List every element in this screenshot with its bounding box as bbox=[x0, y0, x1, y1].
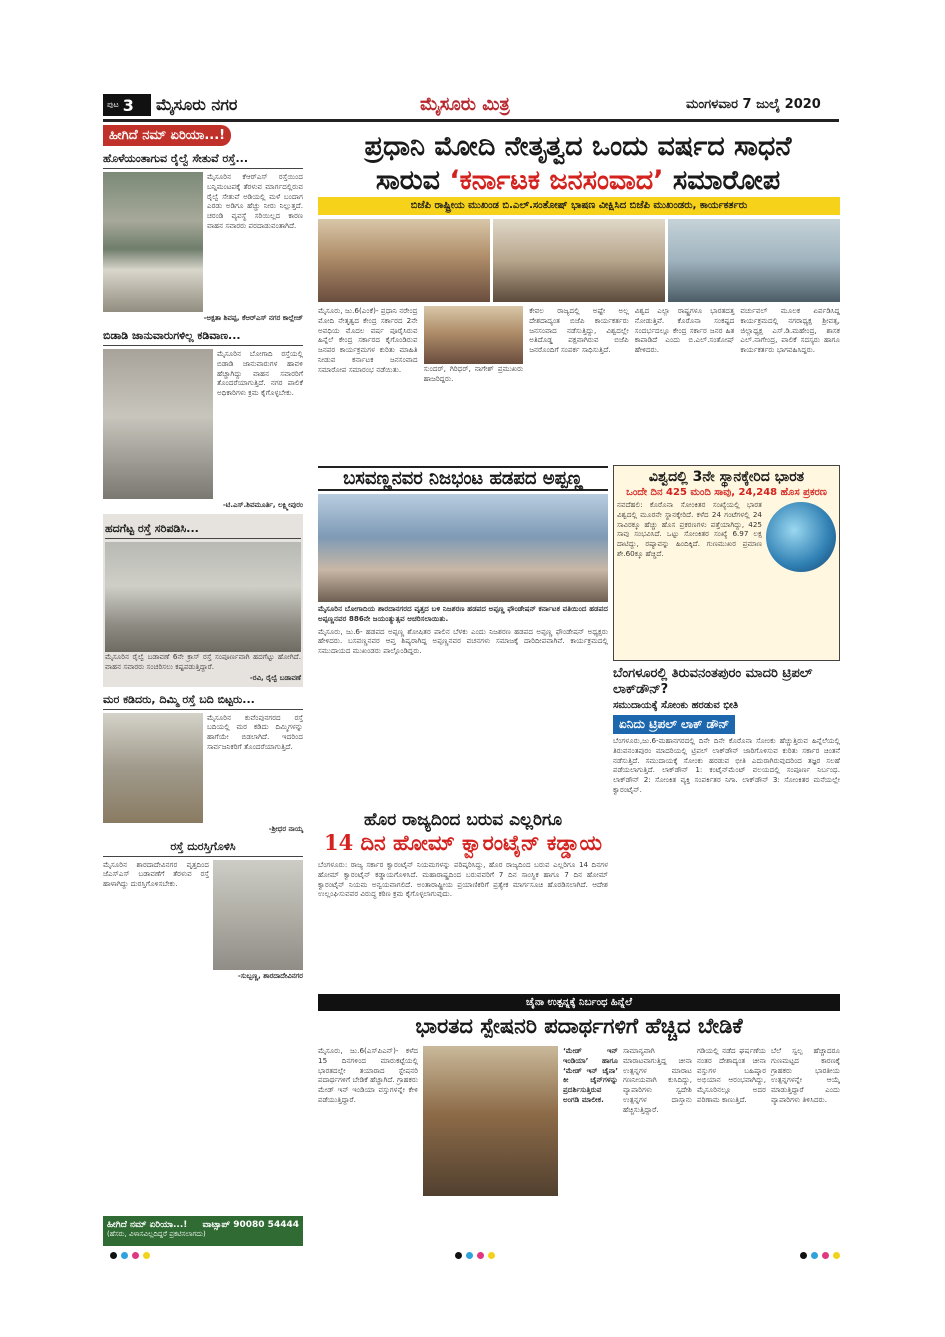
story-headline: ಬಿಡಾಡಿ ಜಾನುವಾರುಗಳಿಲ್ಲ ಕಡಿವಾಣ... bbox=[103, 329, 303, 346]
story-body: ಮೈಸೂರಿನ ರೈಲ್ವೆ ಬಡಾವಣೆ 6ನೇ ಕ್ರಾಸ್ ರಸ್ತೆ ಸಂಪೂರ್ಣವಾಗಿ ಹದಗೆಟ್ಟು ಹೋಗಿದೆ. ವಾಹನ ಸವಾರರು ಸಂಚರಿಸಲು ಕಷ್ಟಪಡುತ್ತಿದ್ದಾರೆ. bbox=[105, 652, 301, 671]
story-headline: ರಸ್ತೆ ದುರಸ್ತಿಗೊಳಿಸಿ bbox=[103, 840, 303, 857]
registration-dots bbox=[110, 1252, 150, 1259]
page-number-badge bbox=[103, 94, 151, 116]
story-byline: -ಅಕ್ಷತಾ ಶಿವಪ್ಪ, ಕೆಆರ್‌ಎಸ್ ನಗರ ಕಾಲ್ಲೇಜ್ bbox=[203, 314, 303, 322]
spices-body-col: ಗಡಿಯಲ್ಲಿ ನಡೆದ ಘರ್ಷಣೆಯ ನಂತರ ದೇಶಾದ್ಯಂತ ಚೀನಾ ವಸ್ತುಗಳ ಬಹಿಷ್ಕಾರ ಅಭಿಯಾನ ಆರಂಭವಾಗಿದ್ದು, ಮೈಸೂರಿನಲ್ಲೂ ಅದರ ಪರಿಣಾಮ ಕಾಣುತ್ತಿದೆ. bbox=[697, 1046, 766, 1104]
spices-headline: ಭಾರತದ ಸ್ಪೇಷನರಿ ಪದಾರ್ಥಗಳಿಗೆ ಹೆಚ್ಚಿದ ಬೇಡಿಕೆ bbox=[415, 1014, 743, 1038]
spices-body-col: ಬೆಲೆ ಸ್ವಲ್ಪ ಹೆಚ್ಚಾದರೂ ಗುಣಮಟ್ಟದ ಕಾರಣಕ್ಕೆ ಗ್ರಾಹಕರು ಭಾರತೀಯ ಉತ್ಪನ್ನಗಳನ್ನೇ ಆಯ್ಕೆ ಮಾಡುತ್ತಿದ್ದಾರೆ ಎಂದು ವ್ಯಾಪಾರಿಗಳು ತಿಳಿಸಿದರು. bbox=[771, 1046, 840, 1104]
story-headline: ಮರ ಕಡಿದರು, ದಿಮ್ಮಿ ರಸ್ತೆ ಬದಿ ಬಿಟ್ಟರು... bbox=[103, 693, 303, 710]
page-number: 3 bbox=[122, 95, 134, 115]
whatsapp-number: ವಾಟ್ಸಾಪ್ 90080 54444 bbox=[202, 1220, 299, 1230]
lead-body bbox=[318, 306, 840, 456]
jayanti-event-photo bbox=[318, 494, 608, 602]
footer-line: ಹೀಗಿದೆ ನಮ್ ಏರಿಯಾ...! bbox=[107, 1220, 188, 1230]
virus-illustration bbox=[766, 502, 836, 572]
lead-headline-highlight: ‘ಕರ್ನಾಟಕ ಜನಸಂವಾದ’ bbox=[449, 165, 664, 196]
shopkeeper-photo bbox=[423, 1046, 558, 1196]
quarantine-story bbox=[318, 810, 608, 990]
whatsapp-footer bbox=[103, 1216, 303, 1246]
basava-caption: ಮೈಸೂರಿನ ಬೋಗಾದಿಯ ಶಾರದಾನಗರದ ವೃತ್ತದ ಬಳಿ ನಿಜಶರಣ ಹಡಪದ ಅಪ್ಪಣ್ಣ ಫೌಂಡೇಷನ್ ಕರ್ನಾಟಕ ವತಿಯಿಂದ ಹಡಪದ ಅಪ್ಪಣ್ಣನವರ 886ನೇ ಜಯಂತ್ಯುತ್ಸವ ಆಚರಿಸಲಾಯಿತು. bbox=[318, 604, 608, 623]
story-body: ಮೈಸೂರಿನ ಶಾರದಾದೇವಿನಗರ ವೃತ್ತದಿಂದ ಜೆಎಸ್‌ಎಸ್ ಬಡಾವಣೆಗೆ ತೆರಳುವ ರಸ್ತೆ ಹಾಳಾಗಿದ್ದು ದುರಸ್ತಿಗೊಳಿಸಬೇಕು. bbox=[103, 859, 209, 889]
basava-body: ಮೈಸೂರು, ಜು.6- ಹಡಪದ ಅಪ್ಪಣ್ಣ ಶೋಷಿತರ ಪಾಲಿನ ಬೆಳಕು ಎಂದು ನಿಜಶರಣ ಹಡಪದ ಅಪ್ಪಣ್ಣ ಫೌಂಡೇಷನ್ ಅಧ್ಯಕ್ಷರು ಹೇಳಿದರು. ಬಸವಣ್ಣನವರ ಆಪ್ತ ಶಿಷ್ಯರಾಗಿದ್ದ ಅಪ್ಪಣ್ಣನವರ ವಚನಗಳು ಸಮಾಜಕ್ಕೆ ದಾರಿದೀಪವಾಗಿವೆ. ಕಾರ್ಯಕ್ರಮದಲ್ಲಿ ಸಮುದಾಯದ ಮುಖಂಡರು ಪಾಲ್ಗೊಂಡಿದ್ದರು. bbox=[318, 626, 608, 656]
meeting-photo bbox=[668, 219, 840, 302]
basava-headline: ಬಸವಣ್ಣನವರ ನಿಜಭಂಟ ಹಡಪದ ಅಪ್ಪಣ್ಣ bbox=[318, 466, 608, 491]
speaker-photo bbox=[424, 306, 524, 364]
issue-date: ಮಂಗಳವಾರ 7 ಜುಲೈ 2020 bbox=[686, 97, 821, 112]
covid-world-box bbox=[613, 465, 840, 661]
newspaper-name: ಮೈಸೂರು ಮಿತ್ರ bbox=[420, 94, 510, 115]
story-byline: -ಶ್ರೀಧರ ನಾಯ್ಕ bbox=[268, 824, 303, 833]
bengaluru-story bbox=[613, 666, 840, 991]
story-byline: -ಸುಬ್ಬಣ್ಣ, ಶಾರದಾದೇವಿನಗರ bbox=[237, 971, 303, 980]
page-label: ಪುಟ bbox=[107, 100, 119, 109]
lead-body-col: ವಿಶ್ವದ ಎಲ್ಲಾ ರಾಷ್ಟ್ರಗಳೂ ಭಾರತದತ್ತ ನೋಡುತ್ತಿವೆ. ಕೊರೊನಾ ಸಂಕಷ್ಟದ ಸಂದರ್ಭದಲ್ಲೂ ಕೇಂದ್ರ ಸರ್ಕಾರ ಜನರ ಹಿತ ಕಾಪಾಡಿದೆ ಎಂದು ಬಿ.ಎಲ್.ಸಂತೋಷ್ ಹೇಳಿದರು. bbox=[634, 306, 735, 355]
photo-note: ‘ಮೇಡ್ ಇನ್ ಇಂಡಿಯಾ’ ಹಾಗೂ ‘ಮೇಡ್ ಇನ್ ಚೈನಾ’ ಕೀ ಚೈನ್‌ಗಳನ್ನು ಪ್ರದರ್ಶಿಸುತ್ತಿರುವ ಅಂಗಡಿ ಮಾಲೀಕ. bbox=[563, 1046, 618, 1104]
registration-dots bbox=[800, 1252, 840, 1259]
cut-tree-log-photo bbox=[103, 713, 203, 823]
photo-caption: ಸುಂದರ್, ಗಿರಿಧರ್, ನಾಗೇಶ್ ಪ್ರಮುಖರು ಹಾಜರಿದ್ದರು. bbox=[423, 364, 524, 383]
section-name: ಮೈಸೂರು ನಗರ bbox=[156, 95, 238, 114]
lead-body-col: ವರ್ಚುವಲ್ ಮೂಲಕ ಏರ್ಪಡಿಸಿದ್ದ ಕಾರ್ಯಕ್ರಮದಲ್ಲಿ ನಗರಾಧ್ಯಕ್ಷ ಶ್ರೀವತ್ಸ, ಜಿಲ್ಲಾಧ್ಯಕ್ಷ ಎಸ್.ಡಿ.ಮಹೇಂದ್ರ, ಶಾಸಕ ಎಲ್.ನಾಗೇಂದ್ರ, ಪಾಲಿಕೆ ಸದಸ್ಯರು ಹಾಗೂ ಕಾರ್ಯಕರ್ತರು ಭಾಗವಹಿಸಿದ್ದರು. bbox=[740, 306, 840, 355]
spices-story bbox=[318, 1046, 840, 1246]
story-headline: ಹೊಳೆಯಂತಾಗುವ ರೈಲ್ವೆ ಸೇತುವೆ ರಸ್ತೆ... bbox=[103, 152, 303, 169]
quarantine-headline-line2: 14 ದಿನ ಹೋಮ್ ಕ್ವಾರಂಟೈನ್ ಕಡ್ಡಾಯ bbox=[323, 830, 603, 855]
world-body: ನವದೆಹಲಿ: ಕೊರೊನಾ ಸೋಂಕಿತರ ಸಂಖ್ಯೆಯಲ್ಲಿ ಭಾರತ ವಿಶ್ವದಲ್ಲಿ ಮೂರನೇ ಸ್ಥಾನಕ್ಕೇರಿದೆ. ಕಳೆದ 24 ಗಂಟೆಗಳಲ್ಲಿ 24 ಸಾವಿರಕ್ಕೂ ಹೆಚ್ಚು ಹೊಸ ಪ್ರಕರಣಗಳು ಪತ್ತೆಯಾಗಿದ್ದು, 425 ಸಾವು ಸಂಭವಿಸಿದೆ. ಒಟ್ಟು ಸೋಂಕಿತರ ಸಂಖ್ಯೆ 6.97 ಲಕ್ಷ ದಾಟಿದ್ದು, ರಷ್ಯಾವನ್ನು ಹಿಂದಿಕ್ಕಿದೆ. ಗುಣಮುಖರ ಪ್ರಮಾಣ ಶೇ.60ಕ್ಕೂ ಹೆಚ್ಚಿದೆ. bbox=[617, 500, 762, 558]
story-body: ಮೈಸೂರಿನ ಬೋಗಾದಿ ರಸ್ತೆಯಲ್ಲಿ ಬಿಡಾಡಿ ಜಾನುವಾರುಗಳ ಹಾವಳಿ ಹೆಚ್ಚಾಗಿದ್ದು ವಾಹನ ಸವಾರರಿಗೆ ತೊಂದರೆಯಾಗುತ್ತಿದೆ. ನಗರ ಪಾಲಿಕೆ ಅಧಿಕಾರಿಗಳು ಕ್ರಮ ಕೈಗೊಳ್ಳಬೇಕು. bbox=[217, 349, 303, 398]
spices-kicker: ಚೈನಾ ಉತ್ಪನ್ನಕ್ಕೆ ನಿರ್ಬಂಧ ಹಿನ್ನೆಲೆ bbox=[318, 994, 840, 1011]
story-box bbox=[103, 514, 303, 687]
lead-photo-row bbox=[318, 219, 840, 302]
street-photo bbox=[213, 860, 303, 970]
lead-headline bbox=[318, 130, 838, 198]
basava-story bbox=[318, 466, 608, 656]
story-headline: ಹದಗೆಟ್ಟ ರಸ್ತೆ ಸರಿಪಡಿಸಿ... bbox=[105, 522, 301, 539]
lead-headline-part: ಸಮಾರೋಪ bbox=[672, 165, 781, 196]
lead-subhead: ಬಿಜೆಪಿ ರಾಷ್ಟ್ರೀಯ ಮುಖಂಡ ಬಿ.ಎಲ್.ಸಂತೋಷ್ ಭಾಷಣ ವೀಕ್ಷಿಸಿದ ಬಿಜೆಪಿ ಮುಖಂಡರು, ಕಾರ್ಯಕರ್ತರು bbox=[318, 197, 840, 215]
footer-note: (ಹೆಸರು, ವಿಳಾಸವಿಲ್ಲದಿದ್ದರೆ ಪ್ರಕಟಿಸಲಾಗದು) bbox=[107, 1230, 206, 1238]
bengaluru-headline: ಬೆಂಗಳೂರಲ್ಲಿ ತಿರುವನಂತಪುರಂ ಮಾದರಿ ಟ್ರಿಪಲ್ ಲಾಕ್‌ಡೌನ್? bbox=[613, 666, 813, 697]
quarantine-body: ಬೆಂಗಳೂರು: ರಾಜ್ಯ ಸರ್ಕಾರ ಕ್ವಾರಂಟೈನ್ ನಿಯಮಗಳನ್ನು ಪರಿಷ್ಕರಿಸಿದ್ದು, ಹೊರ ರಾಜ್ಯದಿಂದ ಬರುವ ಎಲ್ಲರಿಗೂ 14 ದಿನಗಳ ಹೋಮ್ ಕ್ವಾರಂಟೈನ್ ಕಡ್ಡಾಯಗೊಳಿಸಿದೆ. ಮಹಾರಾಷ್ಟ್ರದಿಂದ ಬರುವವರಿಗೆ 7 ದಿನ ಸಾಂಸ್ಥಿಕ ಹಾಗೂ 7 ದಿನ ಹೋಮ್ ಕ್ವಾರಂಟೈನ್ ನಿಯಮ ಅನ್ವಯವಾಗಲಿದೆ. ಅಂತಾರಾಷ್ಟ್ರೀಯ ಪ್ರಯಾಣಿಕರಿಗೆ ಪ್ರತ್ಯೇಕ ಮಾರ್ಗಸೂಚಿ ಹೊರಡಿಸಲಾಗಿದೆ. ಆದೇಶ ಉಲ್ಲಂಘಿಸುವವರ ವಿರುದ್ಧ ಕಠಿಣ ಕ್ರಮ ಕೈಗೊಳ್ಳಲಾಗುವುದು. bbox=[318, 860, 608, 899]
triple-lockdown-label: ಏನಿದು ಟ್ರಿಪಲ್ ಲಾಕ್ ಡೌನ್ bbox=[613, 715, 735, 734]
bengaluru-subhead: ಸಮುದಾಯಕ್ಕೆ ಸೋಂಕು ಹರಡುವ ಭೀತಿ bbox=[613, 700, 739, 711]
spices-body-col: ಸಾಮಾನ್ಯವಾಗಿ ಮಾರಾಟವಾಗುತ್ತಿದ್ದ ಚೀನಾ ಉತ್ಪನ್ನಗಳ ಮಾರಾಟ ಗಣನೀಯವಾಗಿ ಕುಸಿದಿದ್ದು, ವ್ಯಾಪಾರಿಗಳು ಸ್ವದೇಶಿ ಉತ್ಪನ್ನಗಳ ದಾಸ್ತಾನು ಹೆಚ್ಚಿಸುತ್ತಿದ್ದಾರೆ. bbox=[623, 1046, 692, 1114]
meeting-photo bbox=[493, 219, 665, 302]
flooded-underpass-photo bbox=[103, 172, 203, 312]
stray-cattle-photo bbox=[103, 349, 213, 499]
story-body: ಮೈಸೂರಿನ ಕೆಆರ್‌ಎಸ್ ರಸ್ತೆಯಿಂದ ಬನ್ನಿಮಂಟಪಕ್ಕೆ ತೆರಳುವ ಮಾರ್ಗದಲ್ಲಿರುವ ರೈಲ್ವೆ ಸೇತುವೆ ಅಡಿಯಲ್ಲಿ ಮಳೆ ಬಂದಾಗ ಎರಡು ಅಡಿಗೂ ಹೆಚ್ಚು ನೀರು ನಿಲ್ಲುತ್ತದೆ. ಚರಂಡಿ ವ್ಯವಸ್ಥೆ ಸರಿಯಿಲ್ಲದ ಕಾರಣ ವಾಹನ ಸವಾರರು ಪರದಾಡುವಂತಾಗಿದೆ. bbox=[207, 172, 303, 230]
lead-headline-part: ಸಾರುವ bbox=[375, 165, 440, 196]
lead-body-col: ಮೈಸೂರು, ಜು.6(ಎಂಕೆ)- ಪ್ರಧಾನಿ ನರೇಂದ್ರ ಮೋದಿ ನೇತೃತ್ವದ ಕೇಂದ್ರ ಸರ್ಕಾರದ 2ನೇ ಅವಧಿಯ ಮೊದಲ ವರ್ಷ ಪೂರೈಸಿರುವ ಹಿನ್ನೆಲೆ ಕೇಂದ್ರ ಸರ್ಕಾರದ ಕೈಗೊಂಡಿರುವ ಜನಪರ ಕಾರ್ಯಕ್ರಮಗಳ ಕುರಿತು ಮಾಹಿತಿ ನೀಡುವ ಕರ್ನಾಟಕ ಜನಸಂವಾದ ಸಮಾರೋಪ ಸಮಾರಂಭ ನಡೆಯಿತು. bbox=[318, 306, 418, 374]
lead-body-col: ಕೇವಲ ರಾಜ್ಯದಲ್ಲಿ ಅಷ್ಟೇ ಅಲ್ಲ ದೇಶದಾದ್ಯಂತ ಬಿಜೆಪಿ ಕಾರ್ಯಕರ್ತರು ಜನಸಂವಾದ ನಡೆಸುತ್ತಿದ್ದು, ವಿಶ್ವದಲ್ಲೇ ಅತಿದೊಡ್ಡ ಪಕ್ಷವಾಗಿರುವ ಬಿಜೆಪಿ ಜನರೊಂದಿಗೆ ಸಂಪರ್ಕ ಸಾಧಿಸುತ್ತಿದೆ. bbox=[529, 306, 629, 355]
spices-body-col: ಮೈಸೂರು, ಜು.6(ಎಸ್‌ಪಿಎನ್)- ಕಳೆದ 15 ದಿನಗಳಿಂದ ಮಾರುಕಟ್ಟೆಯಲ್ಲಿ ಭಾರತದಲ್ಲೇ ತಯಾರಾದ ಸ್ಟೇಷನರಿ ಪದಾರ್ಥಗಳಿಗೆ ಬೇಡಿಕೆ ಹೆಚ್ಚಾಗಿದೆ. ಗ್ರಾಹಕರು ಮೇಡ್ ಇನ್ ಇಂಡಿಯಾ ವಸ್ತುಗಳನ್ನೇ ಕೇಳಿ ಪಡೆಯುತ್ತಿದ್ದಾರೆ. bbox=[318, 1046, 418, 1104]
column-tag: ಹೀಗಿದೆ ನಮ್ ಏರಿಯಾ...! bbox=[103, 125, 231, 146]
masthead-rule bbox=[103, 119, 839, 122]
registration-dots bbox=[455, 1252, 495, 1259]
world-headline: ವಿಶ್ವದಲ್ಲಿ 3ನೇ ಸ್ಥಾನಕ್ಕೇರಿದ ಭಾರತ bbox=[648, 469, 805, 485]
meeting-photo bbox=[318, 219, 490, 302]
quarantine-headline-line1: ಹೊರ ರಾಜ್ಯದಿಂದ ಬರುವ ಎಲ್ಲರಿಗೂ bbox=[363, 810, 563, 830]
bengaluru-body: ಬೆಂಗಳೂರು,ಜು.6-ಮಹಾನಗರದಲ್ಲಿ ದಿನೇ ದಿನೇ ಕೊರೊನಾ ಸೋಂಕು ಹೆಚ್ಚುತ್ತಿರುವ ಹಿನ್ನೆಲೆಯಲ್ಲಿ ತಿರುವನಂತಪುರಂ ಮಾದರಿಯಲ್ಲಿ ಟ್ರಿಪಲ್ ಲಾಕ್‌ಡೌನ್ ಜಾರಿಗೊಳಿಸುವ ಕುರಿತು ಸರ್ಕಾರ ಚಿಂತನೆ ನಡೆಸುತ್ತಿದೆ. ಸಮುದಾಯಕ್ಕೆ ಸೋಂಕು ಹರಡುವ ಭೀತಿ ಎದುರಾಗಿರುವುದರಿಂದ ತಜ್ಞರ ಸಲಹೆ ಪಡೆಯಲಾಗುತ್ತಿದೆ. ಲಾಕ್‌ಡೌನ್ 1: ಕಂಟೈನ್‌ಮೆಂಟ್ ವಲಯದಲ್ಲಿ ಸಂಪೂರ್ಣ ನಿರ್ಬಂಧ. ಲಾಕ್‌ಡೌನ್ 2: ಸೋಂಕಿತ ವ್ಯಕ್ತಿ ಸಂಪರ್ಕಿತರ ನಿಗಾ. ಲಾಕ್‌ಡೌನ್ 3: ಸೋಂಕಿತರ ಮನೆಯಲ್ಲೇ ಕ್ವಾರಂಟೈನ್. bbox=[613, 736, 840, 794]
reader-column bbox=[103, 124, 303, 1214]
story-body: ಮೈಸೂರಿನ ಕುವೆಂಪುನಗರದ ರಸ್ತೆ ಬದಿಯಲ್ಲಿ ಮರ ಕಡಿದು ದಿಮ್ಮಿಗಳನ್ನು ಹಾಗೆಯೇ ಬಿಡಲಾಗಿದೆ. ಇದರಿಂದ ಸಾರ್ವಜನಿಕರಿಗೆ ತೊಂದರೆಯಾಗುತ್ತಿದೆ. bbox=[207, 712, 303, 751]
story-byline: -ಟಿ.ಎಸ್.ಶಿವಮೂರ್ತಿ, ಲಕ್ಷ್ಮೀಪುರಂ bbox=[222, 501, 303, 509]
world-subhead: ಒಂದೇ ದಿನ 425 ಮಂದಿ ಸಾವು, 24,248 ಹೊಸ ಪ್ರಕರಣ bbox=[626, 487, 827, 498]
story-byline: -ರವಿ, ರೈಲ್ವೆ ಬಡಾವಣೆ bbox=[249, 673, 301, 682]
lead-headline-line1: ಪ್ರಧಾನಿ ಮೋದಿ ನೇತೃತ್ವದ ಒಂದು ವರ್ಷದ ಸಾಧನೆ bbox=[364, 131, 792, 162]
damaged-road-photo bbox=[105, 542, 301, 652]
